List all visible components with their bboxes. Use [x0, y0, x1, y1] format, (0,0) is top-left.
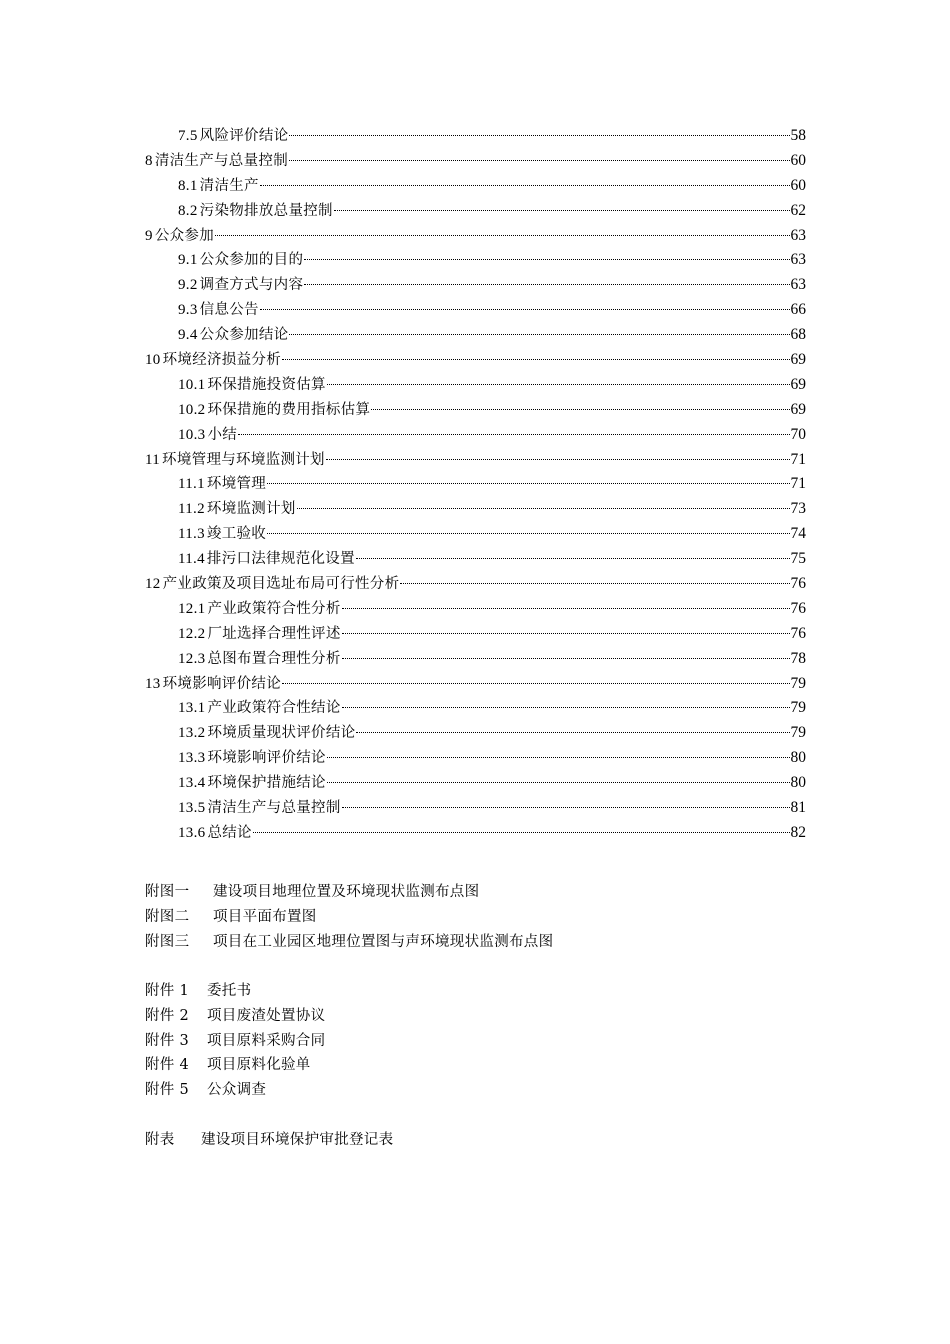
appendix-attachment — [145, 1078, 745, 1103]
toc-dot-leader — [304, 284, 789, 285]
appendix-figure-label: 附图三 — [145, 933, 190, 950]
toc-entry-number: 12 — [145, 576, 161, 593]
toc-dot-leader — [356, 558, 790, 559]
toc-entry-number: 13.4 — [178, 775, 206, 792]
toc-dot-leader — [327, 384, 790, 385]
toc-entry-title — [178, 547, 355, 572]
appendix-attachment-title: 项目原料采购合同 — [207, 1032, 326, 1049]
toc-entry-number: 12.1 — [178, 600, 206, 617]
toc-entry[interactable] — [145, 622, 806, 647]
toc-entry-page-number: 71 — [790, 475, 806, 493]
toc-entry[interactable] — [145, 423, 806, 448]
toc-entry-page-number: 66 — [790, 301, 806, 319]
toc-dot-leader — [282, 359, 789, 360]
appendix-table — [145, 1128, 745, 1153]
appendix-figure-label: 附图一 — [145, 884, 190, 900]
appendix-attachment-label: 附件 3 — [145, 1032, 190, 1049]
toc-entry-page-number: 78 — [790, 649, 806, 667]
toc-dot-leader — [342, 707, 790, 708]
toc-entry-page-number: 79 — [790, 699, 806, 717]
toc-entry-text: 公众参加 — [154, 227, 215, 244]
toc-entry-page-number: 60 — [790, 176, 806, 194]
toc-entry-title — [178, 472, 266, 497]
toc-entry-page-number: 80 — [790, 749, 806, 767]
toc-entry-page-number: 69 — [790, 375, 806, 393]
appendix-table-label: 附表 — [145, 1132, 175, 1148]
toc-entry-title — [145, 448, 325, 473]
toc-entry-number: 13.1 — [178, 700, 206, 717]
toc-entry-text: 总结论 — [207, 824, 252, 841]
toc-entry-title — [178, 647, 341, 672]
toc-dot-leader — [327, 782, 790, 783]
toc-entry-number: 11.2 — [178, 501, 205, 518]
toc-dot-leader — [289, 334, 789, 335]
toc-entry[interactable] — [145, 298, 806, 323]
toc-entry[interactable] — [145, 149, 806, 174]
toc-entry-page-number: 82 — [790, 823, 806, 841]
toc-entry-number: 9 — [145, 227, 153, 244]
toc-entry-number: 9.3 — [178, 302, 198, 319]
toc-entry-text: 总图布置合理性分析 — [207, 650, 341, 667]
toc-entry[interactable] — [145, 174, 806, 199]
toc-entry-number: 8.1 — [178, 177, 198, 194]
toc-entry[interactable] — [145, 124, 806, 149]
toc-entry[interactable] — [145, 821, 806, 846]
toc-dot-leader — [238, 434, 789, 435]
toc-entry-title — [178, 398, 370, 423]
toc-entry[interactable] — [145, 597, 806, 622]
toc-entry[interactable] — [145, 771, 806, 796]
appendix-attachment — [145, 1029, 745, 1054]
toc-entry-title — [145, 149, 288, 174]
toc-dot-leader — [326, 459, 790, 460]
toc-dot-leader — [342, 633, 790, 634]
toc-dot-leader — [356, 732, 789, 733]
toc-dot-leader — [267, 483, 789, 484]
toc-entry-page-number: 75 — [790, 550, 806, 568]
toc-entry-title — [178, 821, 252, 846]
toc-entry-title — [178, 622, 341, 647]
toc-entry-title — [178, 497, 296, 522]
toc-dot-leader — [289, 135, 789, 136]
toc-entry-number: 11.1 — [178, 476, 205, 493]
toc-entry-text: 环境保护措施结论 — [207, 775, 326, 792]
toc-entry-text: 环境监测计划 — [206, 501, 296, 518]
toc-entry-text: 产业政策符合性分析 — [207, 600, 341, 617]
toc-entry[interactable] — [145, 672, 806, 697]
toc-entry-text: 公众参加结论 — [199, 327, 289, 344]
appendix-figure-title: 项目平面布置图 — [213, 908, 317, 925]
toc-entry-text: 环境管理与环境监测计划 — [162, 451, 325, 468]
toc-entry[interactable] — [145, 746, 806, 771]
toc-entry-number: 9.1 — [178, 252, 198, 269]
toc-entry[interactable] — [145, 696, 806, 721]
toc-entry-page-number: 71 — [790, 450, 806, 468]
toc-entry-number: 10.3 — [178, 426, 206, 443]
toc-entry-page-number: 69 — [790, 400, 806, 418]
toc-dot-leader — [260, 185, 790, 186]
toc-entry-text: 厂址选择合理性评述 — [207, 625, 341, 642]
toc-dot-leader — [342, 807, 790, 808]
toc-entry-page-number: 74 — [790, 525, 806, 543]
appendix-attachments-list — [145, 979, 745, 1103]
toc-entry-text: 公众参加的目的 — [199, 252, 304, 269]
toc-entry-text: 环境质量现状评价结论 — [207, 725, 356, 742]
toc-entry-page-number: 76 — [790, 599, 806, 617]
toc-entry-number: 11.3 — [178, 526, 205, 543]
toc-entry-title — [178, 199, 333, 224]
appendix-figure-label: 附图二 — [145, 908, 190, 925]
toc-entry[interactable] — [145, 497, 806, 522]
toc-entry-title — [178, 373, 326, 398]
toc-dot-leader — [289, 160, 789, 161]
toc-entry-page-number: 63 — [790, 276, 806, 294]
toc-entry-page-number: 70 — [790, 425, 806, 443]
toc-entry-page-number: 80 — [790, 774, 806, 792]
toc-entry[interactable] — [145, 522, 806, 547]
toc-entry-number: 10.2 — [178, 401, 206, 418]
toc-entry[interactable] — [145, 796, 806, 821]
toc-entry-number: 7.5 — [178, 128, 198, 144]
appendix-attachment — [145, 1053, 745, 1078]
toc-entry-title — [178, 696, 341, 721]
toc-entry[interactable] — [145, 248, 806, 273]
toc-entry-text: 排污口法律规范化设置 — [206, 551, 355, 568]
toc-dot-leader — [215, 235, 789, 236]
toc-entry-number: 10 — [145, 352, 161, 369]
toc-entry-text: 环境经济损益分析 — [162, 352, 282, 369]
appendix-attachment-label: 附件 1 — [145, 983, 190, 999]
toc-entry-text: 环境影响评价结论 — [162, 675, 282, 692]
appendix-attachment-label: 附件 2 — [145, 1007, 190, 1024]
toc-entry-number: 10.1 — [178, 376, 206, 393]
appendix-figure — [145, 880, 745, 905]
toc-entry[interactable] — [145, 348, 806, 373]
toc-entry-text: 产业政策符合性结论 — [207, 700, 341, 717]
appendix-figure-title: 建设项目地理位置及环境现状监测布点图 — [213, 884, 480, 900]
toc-entry-title — [145, 572, 399, 597]
toc-entry-page-number: 63 — [790, 226, 806, 244]
toc-entry[interactable] — [145, 199, 806, 224]
toc-entry[interactable] — [145, 373, 806, 398]
toc-entry-title — [145, 348, 281, 373]
toc-entry-text: 环保措施投资估算 — [207, 376, 326, 393]
toc-entry-number: 9.4 — [178, 327, 198, 344]
toc-entry-title — [178, 124, 288, 149]
appendix-figure-title: 项目在工业园区地理位置图与声环境现状监测布点图 — [213, 933, 554, 950]
toc-entry[interactable] — [145, 721, 806, 746]
toc-entry-number: 11.4 — [178, 551, 205, 568]
appendix-figure — [145, 905, 745, 930]
toc-dot-leader — [253, 832, 790, 833]
appendix-attachment-title: 委托书 — [207, 983, 252, 999]
toc-entry-number: 13.5 — [178, 800, 206, 817]
toc-entry-title — [178, 174, 259, 199]
toc-dot-leader — [260, 309, 790, 310]
toc-entry-title — [178, 423, 237, 448]
toc-entry-text: 环境管理 — [206, 476, 267, 493]
appendix-attachment-title: 公众调查 — [207, 1082, 267, 1099]
toc-dot-leader — [327, 757, 790, 758]
toc-entry-number: 12.2 — [178, 625, 206, 642]
appendix-attachment-label: 附件 5 — [145, 1082, 190, 1099]
toc-entry-number: 12.3 — [178, 650, 206, 667]
toc-entry-page-number: 81 — [790, 799, 806, 817]
toc-entry-text: 风险评价结论 — [199, 128, 289, 144]
toc-entry-title — [178, 746, 326, 771]
toc-dot-leader — [342, 658, 790, 659]
appendix-attachment-title: 项目原料化验单 — [207, 1057, 311, 1074]
toc-entry-number: 13.3 — [178, 750, 206, 767]
toc-dot-leader — [267, 533, 789, 534]
toc-entry-number: 13.2 — [178, 725, 206, 742]
toc-entry-number: 8.2 — [178, 202, 198, 219]
toc-entry[interactable] — [145, 398, 806, 423]
toc-entry-text: 调查方式与内容 — [199, 277, 304, 294]
appendix-attachment-title: 项目废渣处置协议 — [207, 1007, 326, 1024]
toc-entry-number: 13 — [145, 675, 161, 692]
toc-entry-title — [178, 323, 288, 348]
toc-entry[interactable] — [145, 647, 806, 672]
toc-dot-leader — [342, 608, 790, 609]
toc-entry-page-number: 79 — [790, 724, 806, 742]
toc-entry-page-number: 73 — [790, 500, 806, 518]
toc-entry-page-number: 60 — [790, 151, 806, 169]
toc-entry[interactable] — [145, 572, 806, 597]
toc-entry-page-number: 76 — [790, 624, 806, 642]
toc-entry-text: 清洁生产与总量控制 — [154, 152, 289, 169]
toc-entry-text: 清洁生产 — [199, 177, 259, 194]
toc-dot-leader — [282, 683, 789, 684]
toc-entry-text: 环保措施的费用指标估算 — [207, 401, 371, 418]
toc-entry[interactable] — [145, 547, 806, 572]
toc-dot-leader — [304, 259, 789, 260]
toc-entry[interactable] — [145, 472, 806, 497]
toc-dot-leader — [371, 409, 789, 410]
appendix-table-title: 建设项目环境保护审批登记表 — [201, 1132, 394, 1148]
toc-entry[interactable] — [145, 224, 806, 249]
toc-entry-text: 污染物排放总量控制 — [199, 202, 333, 219]
toc-entry-title — [178, 721, 355, 746]
toc-entry[interactable] — [145, 448, 806, 473]
toc-entry-text: 产业政策及项目选址布局可行性分析 — [162, 576, 400, 593]
toc-entry-title — [178, 771, 326, 796]
toc-entry-number: 9.2 — [178, 277, 198, 294]
toc-entry-page-number: 79 — [790, 674, 806, 692]
toc-entry-text: 小结 — [207, 426, 238, 443]
toc-entry-title — [178, 248, 303, 273]
toc-entry-title — [178, 298, 259, 323]
appendix-figure — [145, 930, 745, 955]
toc-entry-page-number: 69 — [790, 351, 806, 369]
appendix-attachment-label: 附件 4 — [145, 1057, 190, 1074]
toc-entry-title — [145, 672, 281, 697]
toc-entry-text: 清洁生产与总量控制 — [207, 800, 341, 817]
toc-entry-page-number: 68 — [790, 326, 806, 344]
toc-entry[interactable] — [145, 323, 806, 348]
toc-entry-page-number: 58 — [790, 127, 806, 144]
appendix-attachment — [145, 1004, 745, 1029]
toc-dot-leader — [334, 210, 790, 211]
toc-entry-number: 8 — [145, 152, 153, 169]
toc-entry-page-number: 62 — [790, 201, 806, 219]
toc-entry-title — [178, 273, 303, 298]
toc-entry-page-number: 76 — [790, 575, 806, 593]
toc-entry-number: 11 — [145, 451, 161, 468]
appendix-figures-list — [145, 880, 745, 954]
table-of-contents — [145, 124, 806, 846]
toc-entry[interactable] — [145, 273, 806, 298]
toc-entry-title — [178, 522, 266, 547]
appendix-tables-list — [145, 1128, 745, 1153]
toc-entry-text: 信息公告 — [199, 302, 259, 319]
toc-entry-text: 环境影响评价结论 — [207, 750, 326, 767]
toc-entry-text: 竣工验收 — [206, 526, 267, 543]
toc-dot-leader — [297, 508, 790, 509]
toc-entry-page-number: 63 — [790, 251, 806, 269]
toc-entry-title — [178, 597, 341, 622]
toc-entry-title — [145, 224, 214, 249]
appendix-attachment — [145, 979, 745, 1004]
toc-dot-leader — [400, 583, 789, 584]
toc-entry-title — [178, 796, 341, 821]
toc-entry-number: 13.6 — [178, 824, 206, 841]
